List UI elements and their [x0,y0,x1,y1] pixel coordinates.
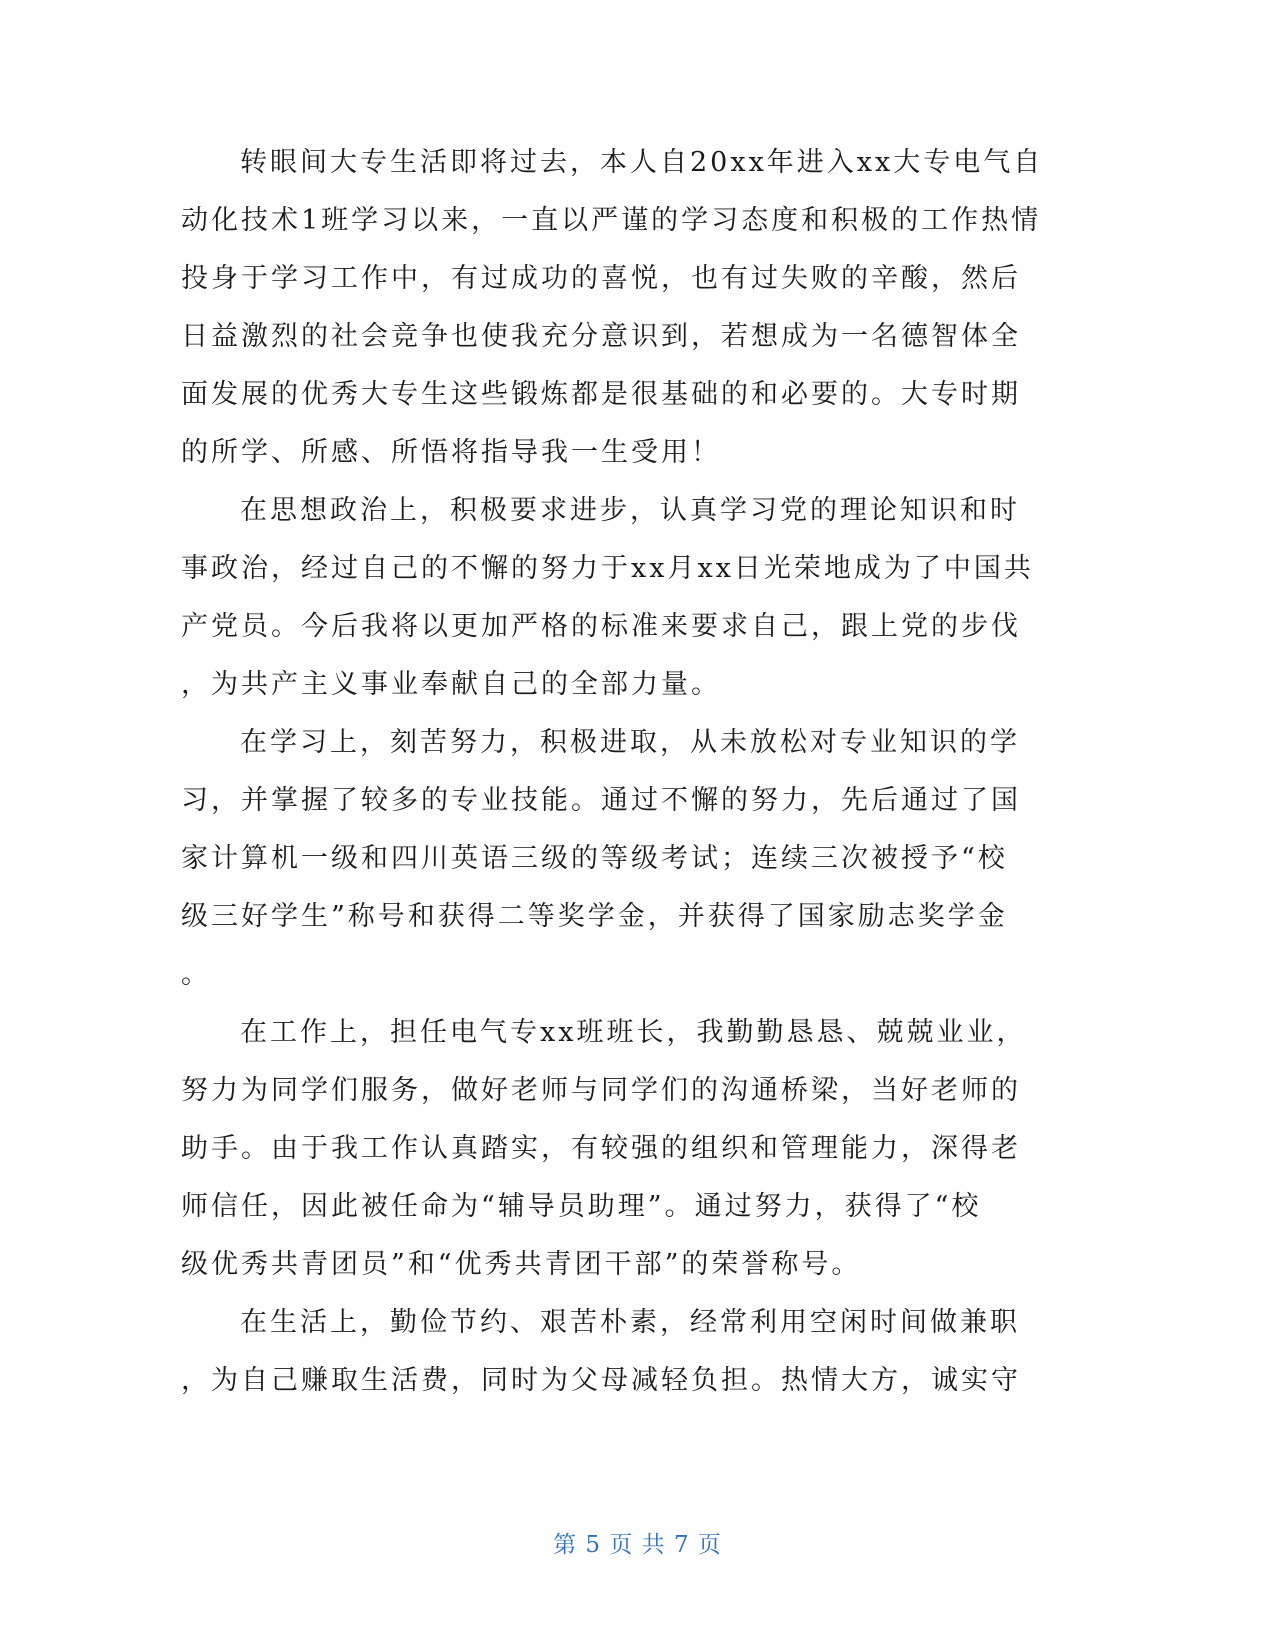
paragraph-line: 家计算机一级和四川英语三级的等级考试；连续三次被授予“校 [181,843,1008,874]
paragraph-line: 级优秀共青团员”和“优秀共青团干部”的荣誉称号。 [181,1249,862,1280]
paragraph-line: 日益激烈的社会竞争也使我充分意识到，若想成为一名德智体全 [181,321,1021,352]
paragraph-line: 在工作上，担任电气专xx班班长，我勤勤恳恳、兢兢业业， [240,1017,1027,1048]
paragraph-line: 助手。由于我工作认真踏实，有较强的组织和管理能力，深得老 [181,1133,1021,1164]
paragraph-line: 在思想政治上，积极要求进步，认真学习党的理论知识和时 [240,495,1020,526]
paragraph-line: 动化技术1班学习以来，一直以严谨的学习态度和积极的工作热情 [181,205,1042,236]
paragraph-line: 师信任，因此被任命为“辅导员助理”。通过努力，获得了“校 [181,1191,982,1222]
page-number-footer: 第 5 页 共 7 页 [553,1532,722,1558]
paragraph-line: 转眼间大专生活即将过去，本人自20xx年进入xx大专电气自 [240,147,1044,178]
paragraph-line: 面发展的优秀大专生这些锻炼都是很基础的和必要的。大专时期 [181,379,1021,410]
paragraph-line: 产党员。今后我将以更加严格的标准来要求自己，跟上党的步伐 [181,611,1021,642]
paragraph-line: 的所学、所感、所悟将指导我一生受用！ [181,437,721,468]
paragraph-line: ，为共产主义事业奉献自己的全部力量。 [181,669,721,700]
paragraph-line: 在生活上，勤俭节约、艰苦朴素，经常利用空闲时间做兼职 [240,1307,1020,1338]
paragraph-line: 在学习上，刻苦努力，积极进取，从未放松对专业知识的学 [240,727,1020,758]
paragraph-line: 投身于学习工作中，有过成功的喜悦，也有过失败的辛酸，然后 [181,263,1021,294]
paragraph-line: 级三好学生”称号和获得二等奖学金，并获得了国家励志奖学金 [181,901,1008,932]
paragraph-line: 。 [181,959,211,990]
paragraph-line: 事政治，经过自己的不懈的努力于xx月xx日光荣地成为了中国共 [181,553,1034,584]
paragraph-line: 习，并掌握了较多的专业技能。通过不懈的努力，先后通过了国 [181,785,1021,816]
paragraph-line: ，为自己赚取生活费，同时为父母减轻负担。热情大方，诚实守 [181,1365,1021,1396]
paragraph-line: 努力为同学们服务，做好老师与同学们的沟通桥梁，当好老师的 [181,1075,1021,1106]
